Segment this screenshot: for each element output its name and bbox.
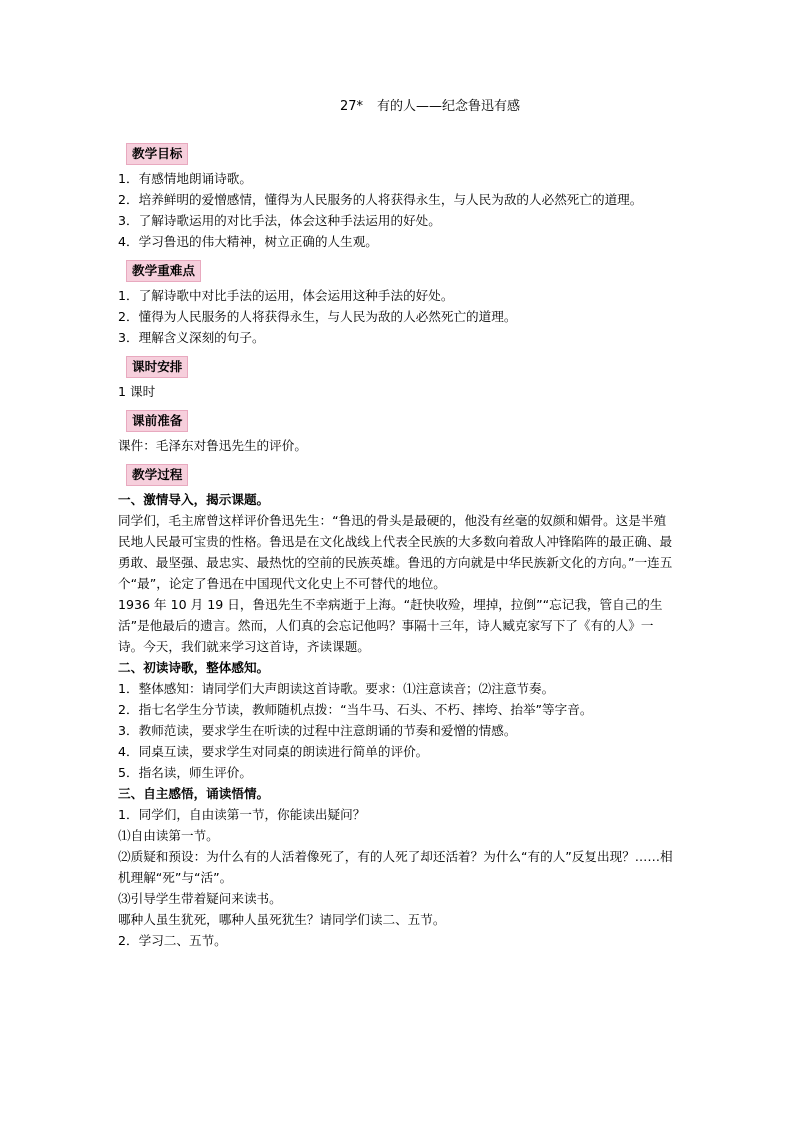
goal-item: 4．学习鲁迅的伟大精神，树立正确的人生观。: [118, 234, 378, 249]
section-heading-schedule: 课时安排: [126, 356, 188, 378]
process-paragraph: 5．指名读，师生评价。: [118, 765, 252, 780]
key-point-item: 2．懂得为人民服务的人将获得永生，与人民为敌的人必然死亡的道理。: [118, 309, 517, 324]
key-point-item: 1．了解诗歌中对比手法的运用，体会运用这种手法的好处。: [118, 288, 454, 303]
goal-item: 1．有感情地朗诵诗歌。: [118, 171, 252, 186]
section-heading-process: 教学过程: [126, 464, 188, 486]
process-paragraph: 2．学习二、五节。: [118, 933, 227, 948]
lesson-number: 27*: [339, 99, 364, 114]
process-paragraph: 同学们，毛主席曾这样评价鲁迅先生：“鲁迅的骨头是最硬的，他没有丝毫的奴颜和媚骨。这是半殖民地人民最可宝贵的性格。鲁迅是在文化战线上代表全民族的大多数向着敌人冲锋陷阵的最正确、最勇敢、最坚强、最忠实、最热忱的空前的民族英雄。鲁迅的方向就是中华民族新文化的方向。”一连五个“最”，论定了鲁迅在中国现代文化史上不可替代的地位。: [118, 513, 673, 591]
process-step-heading: 三、自主感悟，诵读悟情。: [118, 786, 270, 801]
section-preparation: [118, 408, 678, 456]
preparation-text: 课件：毛泽东对鲁迅先生的评价。: [118, 438, 307, 453]
process-paragraph: ⑵质疑和预设：为什么有的人活着像死了，有的人死了却还活着？为什么“有的人”反复出现？……相机理解“死”与“活”。: [118, 849, 673, 885]
key-point-item: 3．理解含义深刻的句子。: [118, 330, 265, 345]
section-heading-goals: 教学目标: [126, 143, 188, 165]
process-paragraph: ⑴自由读第一节。: [118, 828, 219, 843]
process-body: [118, 489, 678, 951]
process-paragraph: 2．指七名学生分节读，教师随机点拨：“当牛马、石头、不朽、摔垮、抬举”等字音。: [118, 702, 593, 717]
process-paragraph: 4．同桌互读，要求学生对同桌的朗读进行简单的评价。: [118, 744, 429, 759]
schedule-text: 1 课时: [118, 384, 156, 399]
section-heading-key-points: 教学重难点: [126, 260, 201, 282]
process-step-heading: 一、激情导入，揭示课题。: [118, 492, 270, 507]
process-paragraph: ⑶引导学生带着疑问来读书。: [118, 891, 282, 906]
lesson-title: 有的人——纪念鲁迅有感: [377, 99, 521, 114]
process-paragraph: 3．教师范读，要求学生在听读的过程中注意朗诵的节奏和爱憎的情感。: [118, 723, 517, 738]
goal-item: 2．培养鲜明的爱憎感情，懂得为人民服务的人将获得永生，与人民为敌的人必然死亡的道理。: [118, 192, 643, 207]
document-page: [118, 96, 678, 957]
page-title: [118, 96, 678, 118]
process-paragraph: 1．整体感知：请同学们大声朗读这首诗歌。要求：⑴注意读音；⑵注意节奏。: [118, 681, 555, 696]
section-heading-preparation: 课前准备: [126, 410, 188, 432]
process-step-heading: 二、初读诗歌，整体感知。: [118, 660, 270, 675]
section-schedule: [118, 354, 678, 402]
section-key-points: [118, 258, 678, 348]
process-paragraph: 1．同学们，自由读第一节，你能读出疑问？: [118, 807, 366, 822]
process-paragraph: 1936 年 10 月 19 日，鲁迅先生不幸病逝于上海。“赶快收殓，埋掉，拉倒”“忘记我，管自己的生活”是他最后的遗言。然而，人们真的会忘记他吗？事隔十三年，诗人臧克家写下了《有的人》一诗。今天，我们就来学习这首诗，齐读课题。: [118, 597, 663, 654]
section-process: [118, 462, 678, 951]
goal-item: 3．了解诗歌运用的对比手法，体会这种手法运用的好处。: [118, 213, 441, 228]
section-goals: [118, 141, 678, 252]
process-paragraph: 哪种人虽生犹死，哪种人虽死犹生？请同学们读二、五节。: [118, 912, 446, 927]
